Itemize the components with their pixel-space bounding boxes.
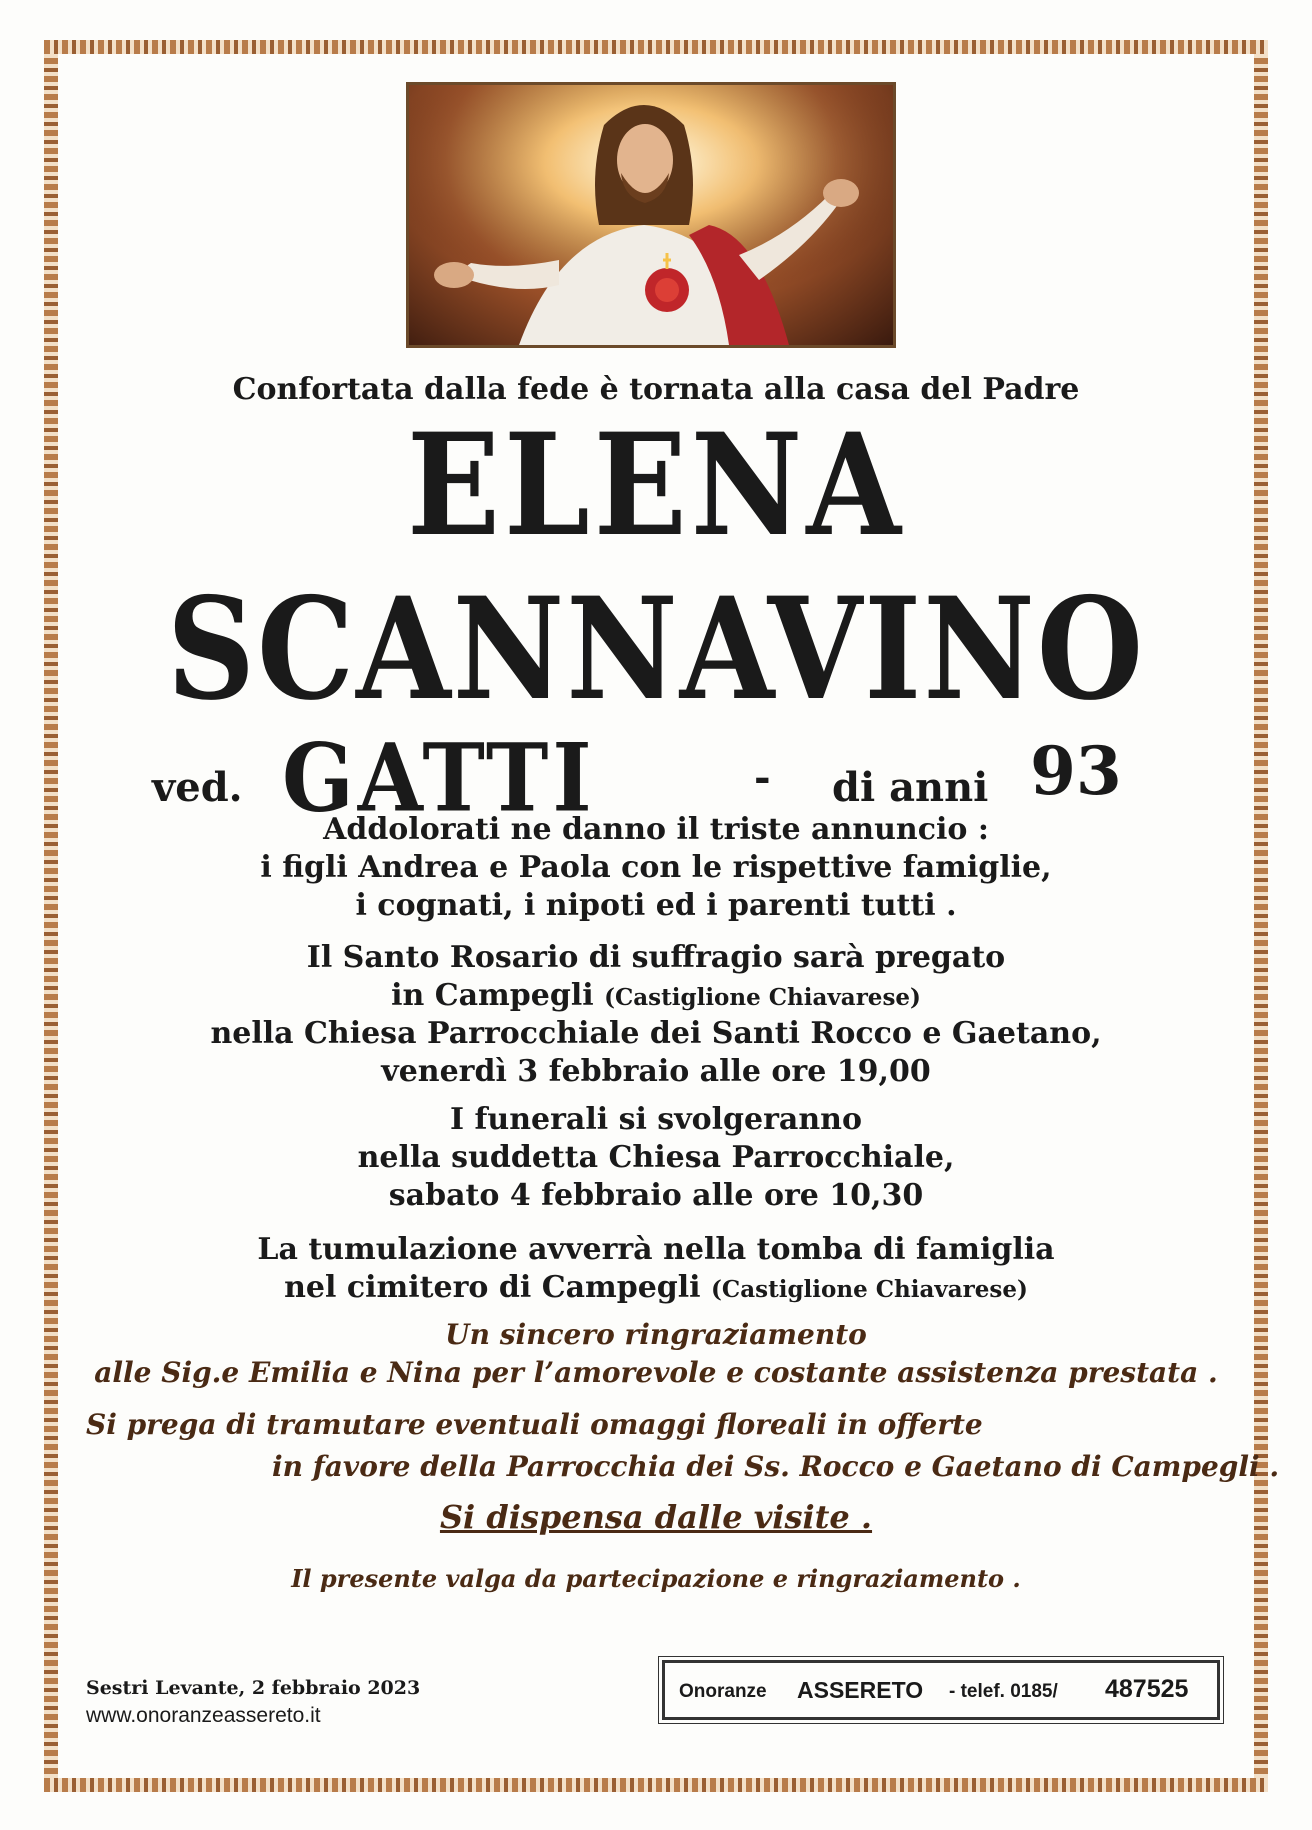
burial-line	[60, 1270, 1252, 1308]
funeral-line: nella suddetta Chiesa Parrocchiale,	[357, 1140, 955, 1175]
no-visits-notice: Si dispensa dalle visite .	[439, 1498, 873, 1536]
flowers-line: in favore della Parrocchia dei Ss. Rocco e Gaetano di Campegli .	[272, 1450, 1280, 1483]
burial-place: nel cimitero di Campegli	[284, 1270, 701, 1305]
phone-label: - telef. 0185/	[949, 1681, 1058, 1702]
rosary-datetime: venerdì 3 febbraio alle ore 19,00	[381, 1054, 931, 1089]
married-name: GATTI	[282, 722, 596, 833]
age-value: 93	[1030, 732, 1122, 810]
phone-number: 487525	[1105, 1675, 1189, 1703]
rosary-line: Il Santo Rosario di suffragio sarà pregato	[306, 940, 1006, 975]
age-label: di anni	[832, 764, 989, 811]
footer-left	[86, 1674, 420, 1730]
surname: SCANNAVINO	[166, 565, 1146, 732]
flowers-line: Si prega di tramutare eventuali omaggi floreali in offerte	[86, 1408, 983, 1441]
thanks-line: alle Sig.e Emilia e Nina per l’amorevole e costante assistenza prestata .	[94, 1356, 1218, 1389]
separator: -	[754, 754, 771, 801]
place-date: Sestri Levante, 2 febbraio 2023	[86, 1677, 421, 1699]
burial-line: La tumulazione avverrà nella tomba di famiglia	[257, 1232, 1055, 1267]
rosary-place: in Campegli	[391, 978, 594, 1013]
funeral-home-box	[662, 1660, 1220, 1720]
rosary-municipality: (Castiglione Chiavarese)	[604, 984, 921, 1011]
widow-prefix: ved.	[152, 764, 243, 811]
announcement-line: Addolorati ne danno il triste annuncio :	[323, 812, 989, 847]
burial-municipality: (Castiglione Chiavarese)	[711, 1276, 1028, 1303]
first-name: ELENA	[407, 401, 905, 568]
closing-line: Il presente valga da partecipazione e ringraziamento .	[291, 1564, 1021, 1593]
intro-text: Confortata dalla fede è tornata alla casa del Padre	[232, 372, 1080, 407]
announcement-line: i cognati, i nipoti ed i parenti tutti .	[355, 888, 957, 923]
company-prefix: Onoranze	[679, 1681, 767, 1702]
announcement-line: i figli Andrea e Paola con le rispettive famiglie,	[260, 850, 1052, 885]
thanks-line: Un sincero ringraziamento	[445, 1318, 867, 1351]
rosary-line: nella Chiesa Parrocchiale dei Santi Rocco e Gaetano,	[210, 1016, 1102, 1051]
company-name: ASSERETO	[797, 1677, 924, 1703]
funeral-datetime: sabato 4 febbraio alle ore 10,30	[388, 1178, 924, 1213]
rosary-line	[60, 978, 1252, 1016]
funeral-line: I funerali si svolgeranno	[450, 1102, 862, 1137]
sacred-heart-image	[406, 82, 896, 348]
website-link[interactable]: www.onoranzeassereto.it	[86, 1704, 321, 1727]
